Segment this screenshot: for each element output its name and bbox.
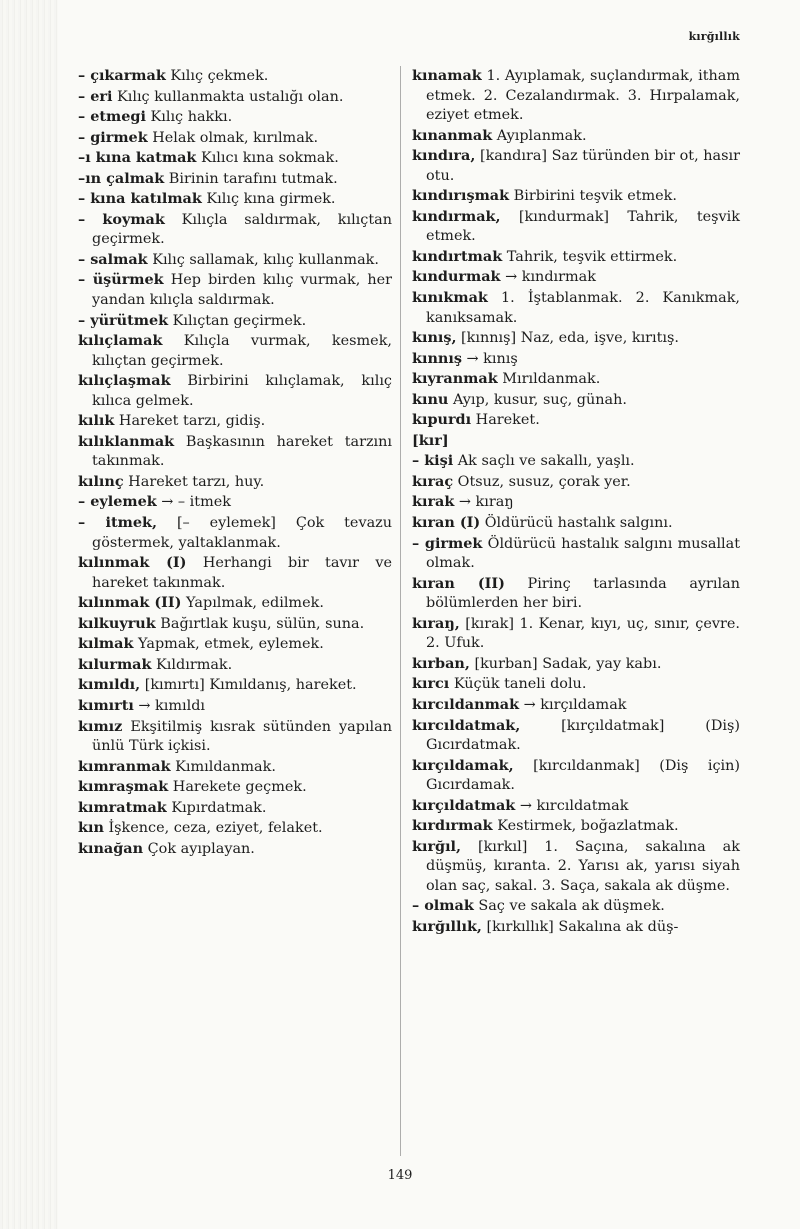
entry-headword: kırcıldatmak,	[412, 716, 521, 734]
entry-definition: Çok ayıplayan.	[143, 840, 255, 857]
dictionary-entry	[78, 411, 392, 432]
entry-headword: kırdırmak	[412, 817, 493, 835]
dictionary-entry	[78, 634, 392, 655]
entry-headword: kınıkmak	[412, 289, 488, 307]
dictionary-entry	[78, 777, 392, 798]
dictionary-entry	[412, 492, 740, 513]
entry-definition: Öldürücü hastalık salgını.	[480, 515, 673, 532]
entry-definition: Kılıçla vurmak, kesmek, kılıçtan geçirmek.	[92, 333, 392, 369]
dictionary-entry	[78, 66, 392, 87]
dictionary-entry	[412, 716, 740, 756]
entry-definition: Kılıç çekmek.	[165, 68, 269, 84]
entry-headword: kın	[78, 819, 104, 837]
entry-headword: kırak	[412, 493, 455, 511]
entry-definition: Otsuz, susuz, çorak yer.	[453, 473, 631, 490]
entry-headword: kınağan	[78, 839, 144, 857]
dictionary-entry	[78, 675, 392, 696]
dictionary-entry	[412, 674, 740, 695]
dictionary-entry	[412, 146, 740, 186]
entry-headword: kımranmak	[78, 757, 171, 775]
entry-definition: [– eylemek] Çok tevazu göstermek, yaltaklanmak.	[92, 515, 393, 551]
dictionary-entry	[412, 513, 740, 534]
entry-definition: Herhangi bir tavır ve hareket takınmak.	[92, 555, 392, 591]
entry-headword: kımız	[78, 717, 123, 735]
scan-edge	[0, 0, 58, 1229]
dictionary-entry	[412, 574, 740, 614]
entry-headword: kınanmak	[412, 126, 493, 144]
entry-headword: kındırışmak	[412, 187, 510, 205]
entry-headword: – olmak	[412, 897, 474, 915]
dictionary-entry	[78, 371, 392, 411]
entry-headword: – eri	[78, 87, 113, 105]
entry-definition: Birbirini teşvik etmek.	[509, 188, 677, 205]
dictionary-entry	[412, 695, 740, 716]
entry-definition: → kımıldı	[133, 697, 206, 714]
entry-definition: Kılıç hakkı.	[145, 109, 233, 126]
entry-headword: kındırtmak	[412, 247, 503, 265]
entry-definition: → kırçıldamak	[519, 696, 627, 713]
entry-headword: – üşürmek	[78, 271, 164, 289]
entry-headword: kıran (I)	[412, 514, 481, 532]
entry-headword: kıraç	[412, 472, 454, 490]
entry-definition: Öldürücü hastalık salgını musallat olmak.	[426, 535, 741, 572]
dictionary-entry	[412, 369, 740, 390]
entry-headword: kımratmak	[78, 798, 167, 816]
entry-definition: Kıldırmak.	[151, 656, 233, 673]
dictionary-entry	[78, 107, 392, 128]
column-divider	[400, 66, 401, 1156]
entry-definition: → kırcıldatmak	[515, 797, 629, 814]
entry-definition: Hareket.	[471, 412, 540, 429]
entry-headword: – salmak	[78, 250, 148, 268]
entry-definition: Mırıldanmak.	[497, 371, 601, 388]
dictionary-entry	[412, 410, 740, 431]
dictionary-entry	[412, 896, 740, 917]
entry-definition: Kılıcı kına sokmak.	[196, 150, 339, 167]
entry-definition: [kımırtı] Kımıldanış, hareket.	[140, 677, 357, 694]
entry-headword: [kır]	[412, 431, 449, 449]
running-head: kırğıllık	[688, 30, 740, 43]
dictionary-entry	[78, 757, 392, 778]
entry-headword: kılınmak (I)	[78, 554, 187, 572]
dictionary-entry	[78, 655, 392, 676]
entry-definition: Birinin tarafını tutmak.	[164, 170, 338, 187]
entry-definition: [kırçıldatmak] (Diş) Gıcırdatmak.	[426, 717, 740, 754]
dictionary-entry	[412, 472, 740, 493]
entry-definition: 1. İştablanmak. 2. Kanıkmak, kanıksamak.	[426, 290, 740, 326]
entry-definition: Yapılmak, edilmek.	[181, 595, 324, 612]
dictionary-entry	[78, 696, 392, 717]
entry-definition: Kılıçtan geçirmek.	[168, 312, 307, 329]
dictionary-entry	[78, 311, 392, 332]
entry-definition: Hareket tarzı, gidiş.	[114, 413, 266, 430]
dictionary-entry	[412, 390, 740, 411]
dictionary-entry	[78, 432, 392, 472]
dictionary-entry	[412, 186, 740, 207]
entry-definition: Ak saçlı ve sakallı, yaşlı.	[453, 453, 635, 470]
entry-definition: → kınış	[461, 350, 518, 367]
entry-definition: Hareket tarzı, huy.	[123, 473, 265, 490]
dictionary-entry	[412, 816, 740, 837]
entry-headword: kınamak	[412, 67, 482, 84]
dictionary-entry	[78, 839, 392, 860]
dictionary-entry	[78, 189, 392, 210]
dictionary-entry	[78, 798, 392, 819]
entry-definition: Birbirini kılıçlamak, kılıç kılıca gelmek.	[92, 373, 392, 409]
entry-headword: kımraşmak	[78, 778, 169, 796]
entry-headword: – girmek	[78, 128, 148, 146]
dictionary-entry	[78, 614, 392, 635]
entry-headword: kılıklanmak	[78, 432, 175, 450]
dictionary-entry	[412, 288, 740, 328]
entry-headword: kınnış	[412, 349, 462, 367]
dictionary-entry	[78, 553, 392, 593]
dictionary-entry	[78, 818, 392, 839]
right-column	[412, 66, 740, 938]
entry-definition: Kılıç kullanmakta ustalığı olan.	[112, 88, 344, 105]
entry-definition: Tahrik, teşvik ettirmek.	[502, 248, 678, 265]
dictionary-entry	[412, 66, 740, 126]
dictionary-entry	[78, 148, 392, 169]
entry-definition: [kurban] Sadak, yay kabı.	[469, 655, 662, 672]
dictionary-entry	[412, 796, 740, 817]
entry-headword: kıyranmak	[412, 370, 498, 388]
dictionary-entry	[412, 349, 740, 370]
entry-headword: kılıçlamak	[78, 332, 163, 350]
entry-headword: kırban,	[412, 654, 470, 672]
entry-headword: kılıçlaşmak	[78, 372, 171, 390]
dictionary-entry	[412, 247, 740, 268]
entry-headword: kınış,	[412, 329, 457, 347]
entry-definition: [kınnış] Naz, eda, işve, kırıtış.	[456, 330, 679, 347]
entry-headword: – eylemek	[78, 493, 157, 511]
left-column	[78, 66, 392, 859]
dictionary-entry	[412, 207, 740, 247]
entry-headword: kındıra,	[412, 147, 476, 165]
entry-headword: –ı kına katmak	[78, 149, 197, 167]
entry-headword: kınu	[412, 390, 449, 408]
dictionary-entry	[412, 917, 740, 938]
entry-headword: kırğıl,	[412, 837, 462, 855]
dictionary-entry	[412, 431, 740, 452]
entry-headword: – girmek	[412, 534, 483, 552]
dictionary-entry	[78, 593, 392, 614]
entry-headword: kırğıllık,	[412, 917, 482, 935]
entry-headword: – çıkarmak	[78, 67, 166, 84]
entry-definition: Hep birden kılıç vurmak, her yandan kılıçla saldırmak.	[92, 272, 393, 309]
entry-definition: → – itmek	[156, 494, 231, 511]
entry-headword: kıpurdı	[412, 411, 472, 429]
entry-definition: → kındırmak	[500, 269, 596, 286]
dictionary-entry	[78, 472, 392, 493]
entry-definition: [kırak] 1. Kenar, kıyı, uç, sınır, çevre. 2. Ufuk.	[426, 615, 740, 652]
entry-headword: kırcı	[412, 675, 450, 693]
entry-definition: Kılıç kına girmek.	[201, 191, 336, 208]
entry-headword: kırçıldamak,	[412, 756, 514, 774]
entry-definition: İşkence, ceza, eziyet, felaket.	[103, 820, 323, 837]
dictionary-entry	[78, 128, 392, 149]
entry-headword: kırcıldanmak	[412, 695, 520, 713]
entry-definition: [kandıra] Saz türünden bir ot, hasır otu.	[426, 148, 740, 184]
entry-headword: kılınç	[78, 472, 124, 490]
entry-definition: [kırkıllık] Sakalına ak düş-	[481, 918, 679, 935]
entry-definition: → kıraŋ	[454, 494, 514, 511]
entry-definition: Pirinç tarlasında ayrılan bölümlerden her biri.	[426, 575, 740, 612]
dictionary-entry	[78, 210, 392, 250]
entry-headword: – etmegi	[78, 108, 146, 126]
entry-definition: Ayıp, kusur, suç, günah.	[448, 391, 627, 408]
dictionary-entry	[78, 250, 392, 271]
entry-definition: [kırkıl] 1. Saçına, sakalına ak düşmüş, kıranta. 2. Yarısı ak, yarısı siyah olan saç, sakal. 3. Saça, sakala ak düşme.	[426, 838, 740, 894]
entry-headword: kındurmak	[412, 268, 501, 286]
entry-headword: kıran (II)	[412, 574, 505, 592]
entry-definition: Kıpırdatmak.	[166, 799, 267, 816]
dictionary-entry	[78, 87, 392, 108]
entry-definition: Saç ve sakala ak düşmek.	[473, 898, 665, 915]
entry-definition: Yapmak, etmek, eylemek.	[133, 636, 324, 653]
dictionary-entry	[412, 451, 740, 472]
dictionary-entry	[412, 614, 740, 654]
entry-headword: – kına katılmak	[78, 190, 202, 208]
entry-headword: kılurmak	[78, 655, 152, 673]
entry-definition: Kımıldanmak.	[170, 758, 276, 775]
dictionary-entry	[412, 654, 740, 675]
entry-headword: kıraŋ,	[412, 614, 460, 632]
dictionary-entry	[412, 756, 740, 796]
dictionary-entry	[78, 331, 392, 371]
dictionary-entry	[412, 126, 740, 147]
entry-definition: Ekşitilmiş kısrak sütünden yapılan ünlü Türk içkisi.	[92, 718, 392, 755]
entry-headword: kırçıldatmak	[412, 796, 516, 814]
entry-headword: kılık	[78, 412, 115, 430]
entry-definition: Kestirmek, boğazlatmak.	[492, 818, 679, 835]
entry-headword: – kişi	[412, 452, 454, 470]
entry-definition: Başkasının hareket tarzını takınmak.	[92, 433, 392, 470]
entry-definition: [kırcıldanmak] (Diş için) Gıcırdamak.	[426, 757, 740, 794]
dictionary-entry	[412, 267, 740, 288]
entry-definition: Kılıç sallamak, kılıç kullanmak.	[147, 251, 379, 268]
entry-definition: [kındurmak] Tahrik, teşvik etmek.	[426, 208, 740, 245]
entry-definition: Ayıplanmak.	[492, 127, 587, 144]
dictionary-entry	[78, 492, 392, 513]
entry-headword: – yürütmek	[78, 311, 169, 329]
entry-definition: Bağırtlak kuşu, sülün, suna.	[155, 615, 365, 632]
entry-definition: Küçük taneli dolu.	[449, 676, 587, 693]
page-number: 149	[387, 1168, 413, 1183]
entry-headword: kılkuyruk	[78, 614, 156, 632]
entry-definition: Helak olmak, kırılmak.	[147, 129, 319, 146]
dictionary-entry	[412, 534, 740, 574]
entry-headword: – koymak	[78, 210, 165, 228]
dictionary-entry	[78, 169, 392, 190]
entry-definition: Kılıçla saldırmak, kılıçtan geçirmek.	[92, 211, 392, 248]
dictionary-entry	[412, 837, 740, 897]
entry-definition: Harekete geçmek.	[168, 779, 307, 796]
dictionary-entry	[78, 513, 392, 553]
dictionary-entry	[78, 270, 392, 310]
entry-headword: –ın çalmak	[78, 169, 165, 187]
entry-headword: kımırtı	[78, 696, 134, 714]
entry-headword: kılmak	[78, 635, 134, 653]
dictionary-entry	[412, 328, 740, 349]
entry-definition: 1. Ayıplamak, suçlandırmak, itham etmek. 2. Cezalandırmak. 3. Hırpalamak, eziyet etmek.	[426, 68, 740, 124]
entry-headword: kımıldı,	[78, 676, 141, 694]
entry-headword: – itmek,	[78, 514, 158, 532]
entry-headword: kılınmak (II)	[78, 594, 182, 612]
entry-headword: kındırmak,	[412, 207, 501, 225]
dictionary-entry	[78, 717, 392, 757]
